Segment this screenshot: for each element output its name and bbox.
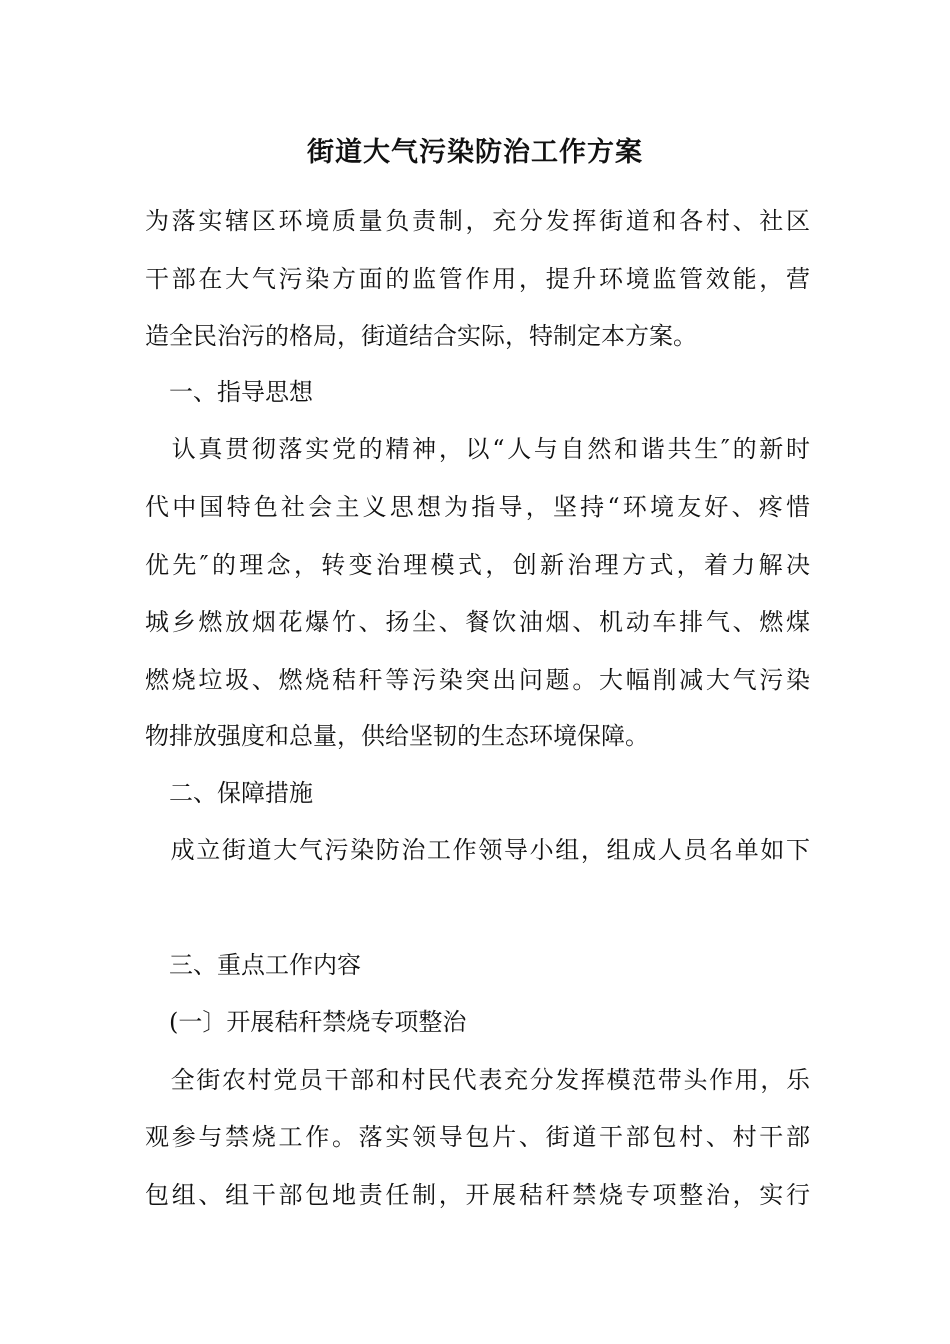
paragraph-line: 燃烧垃圾、燃烧秸秆等污染突出问题。大幅削减大气污染 [145,666,810,694]
paragraph-line: 为落实辖区环境质量负责制，充分发挥街道和各村、社区 [145,207,810,235]
document-title: 街道大气污染防治工作方案 [307,137,643,168]
section-heading-safeguard-measures: 二、保障措施 [145,779,313,807]
paragraph-line: 造全民治污的格局，街道结合实际，特制定本方案。 [145,322,697,350]
paragraph-line: 认真贯彻落实党的精神，以“人与自然和谐共生″的新时 [145,435,810,463]
paragraph-line: 优先″的理念，转变治理模式，创新治理方式，着力解决 [145,551,810,579]
paragraph-line: 干部在大气污染方面的监管作用，提升环境监管效能，营 [145,265,810,293]
paragraph-line: 城乡燃放烟花爆竹、扬尘、餐饮油烟、机动车排气、燃煤 [145,608,810,636]
paragraph-line: 全街农村党员干部和村民代表充分发挥模范带头作用，乐 [145,1066,810,1094]
section-heading-key-work: 三、重点工作内容 [145,951,361,979]
subsection-heading-straw-burning: (一〕开展秸秆禁烧专项整治 [145,1008,467,1036]
paragraph-line: 代中国特色社会主义思想为指导，坚持“环境友好、疼惜 [145,493,810,521]
paragraph-line: 成立街道大气污染防治工作领导小组，组成人员名单如下 [145,836,810,864]
paragraph-line: 物排放强度和总量，供给坚韧的生态环境保障。 [145,722,649,750]
paragraph-line: 包组、组干部包地责任制，开展秸秆禁烧专项整治，实行 [145,1181,810,1209]
section-heading-guiding-ideology: 一、指导思想 [145,378,313,406]
paragraph-line: 观参与禁烧工作。落实领导包片、街道干部包村、村干部 [145,1123,810,1151]
